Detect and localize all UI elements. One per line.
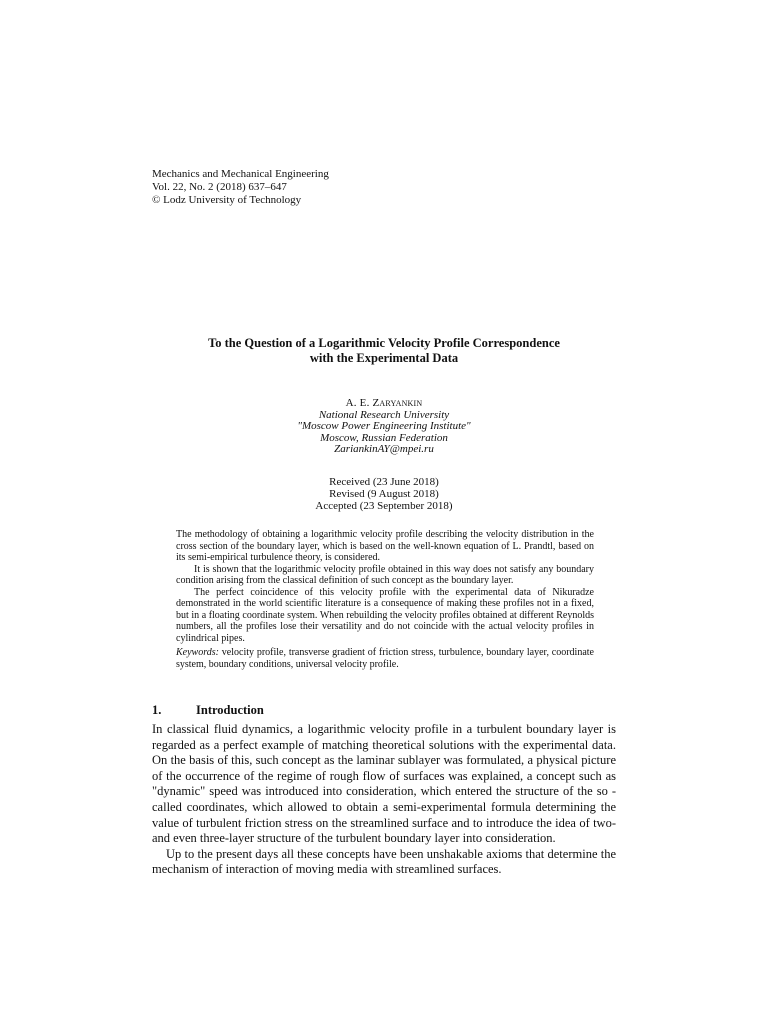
keywords-list: velocity profile, transverse gradient of friction stress, turbulence, boundary layer, coordinate system, boundary conditions, universal velocity profile. — [176, 647, 594, 670]
body-paragraph: In classical fluid dynamics, a logarithmic velocity profile in a turbulent boundary layer is regarded as a perfect example of matching theoretical solutions with the experimental data. On the basis of this, such concept as the laminar sublayer was formulated, a physical picture of the occurrence of the regime of rough flow of surfaces was explained, a concept such as "dynamic" speed was introduced into consideration, which entered the structure of the so - called coordinates, which allowed to obtain a semi-experimental formula determining the value of turbulent friction stress on the streamlined surface and to introduce the idea of two-and even three-layer structure of the turbulent boundary layer into consideration. — [152, 722, 616, 846]
abstract-paragraph: The perfect coincidence of this velocity profile with the experimental data of Nikuradze demonstrated in the world scientific literature is a consequence of making these profiles not in a fixed, but in a floating coordinate system. When rebuilding the velocity profiles obtained at different Reynolds numbers, all the profiles lose their versatility and do not coincide with the actual velocity profiles in cylindrical pipes. — [176, 586, 594, 644]
date-revised: Revised (9 August 2018) — [329, 488, 439, 500]
date-received: Received (23 June 2018) — [329, 476, 439, 488]
section-body — [152, 722, 616, 878]
abstract — [176, 529, 594, 670]
author-institute: "Moscow Power Engineering Institute" — [297, 420, 471, 432]
section-title: Introduction — [196, 703, 264, 717]
journal-volume: Vol. 22, No. 2 (2018) 637–647 — [152, 181, 287, 193]
author-location: Moscow, Russian Federation — [320, 431, 448, 444]
abstract-paragraph: The methodology of obtaining a logarithmic velocity profile describing the velocity distribution in the cross section of the boundary layer, which is based on the well-known equation of L. Prandtl, based on its semi-empirical turbulence theory, is considered. — [176, 529, 594, 563]
paper-title-line2: with the Experimental Data — [309, 351, 459, 365]
date-accepted: Accepted (23 September 2018) — [315, 500, 453, 512]
author-block — [100, 398, 668, 456]
keywords-label: Keywords: — [176, 647, 219, 658]
author-email: ZariankinAY@mpei.ru — [334, 443, 434, 455]
section-heading — [152, 703, 264, 718]
journal-name: Mechanics and Mechanical Engineering — [152, 168, 329, 180]
abstract-paragraph: It is shown that the logarithmic velocity profile obtained in this way does not satisfy any boundary condition arising from the classical definition of such concept as the boundary layer. — [176, 563, 594, 586]
paper-title — [100, 336, 668, 366]
section-number: 1. — [152, 703, 162, 717]
paper-title-line1: To the Question of a Logarithmic Velocity Profile Correspondence — [208, 336, 560, 350]
author-name: A. E. Zaryankin — [345, 397, 423, 409]
body-paragraph: Up to the present days all these concepts have been unshakable axioms that determine the mechanism of interaction of moving media with streamlined surfaces. — [152, 846, 616, 877]
submission-dates — [100, 476, 668, 512]
journal-copyright: © Lodz University of Technology — [152, 194, 302, 206]
journal-header — [152, 168, 329, 207]
author-affiliation: National Research University — [318, 408, 450, 421]
keywords — [176, 647, 594, 670]
